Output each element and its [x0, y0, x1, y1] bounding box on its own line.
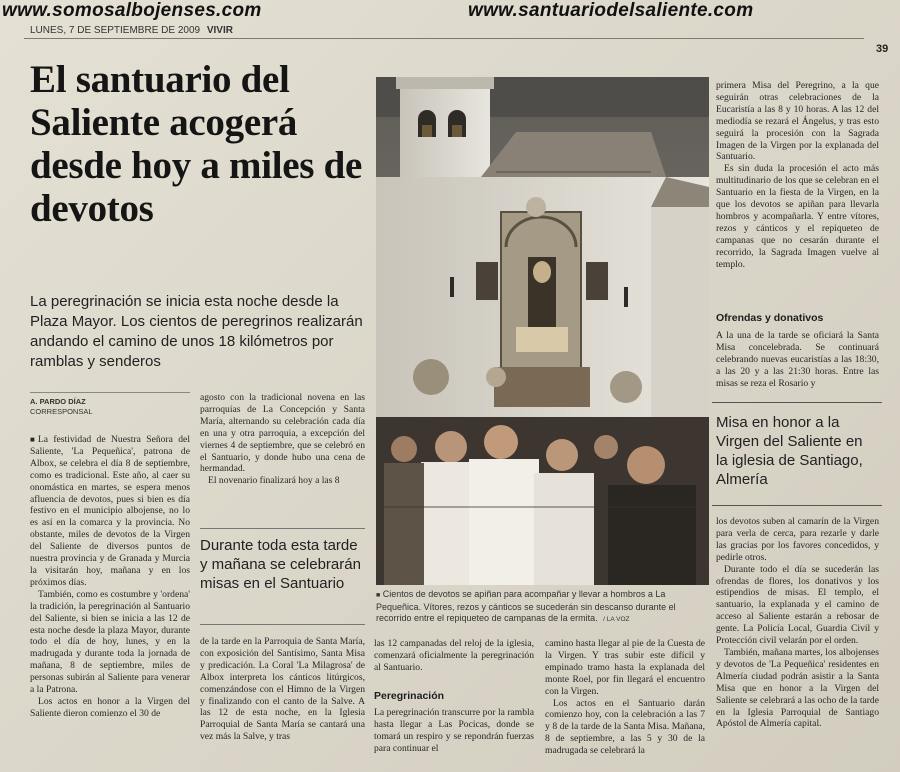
paragraph: Es sin duda la procesión el acto más multitudinario de los que se celebran en el Santuario en la fiesta de la Virgen, en la que los devotos se apiñan para llevarla hombros y acompañarla. Y entre vítores, rezos y cánticos y el repiqueteo de campanas que no cesarán durante el recorrido, la Sagrada Imagen vuelve al templo. — [716, 163, 879, 270]
photo-credit: / LA VOZ — [603, 616, 630, 623]
headline: El santuario del Saliente acogerá desde hoy a miles de devotos — [30, 58, 363, 230]
pull-quote-rule-bottom — [200, 624, 365, 625]
section-heading-ofrendas: Ofrendas y donativos — [716, 312, 824, 324]
paragraph: El novenario finalizará hoy a las 8 — [208, 475, 340, 487]
paragraph: Durante todo el día se sucederán las ofrendas de flores, los donativos y los estipendios de misas. El templo, el santuario, la explanada y el camino de acceso al Saliente estarán a rebosar de gente. La Policía Local, Guardia Civil y Protección civil velarán por el orden. — [716, 563, 879, 647]
watermark-left: www.somosalbojenses.com — [2, 0, 262, 21]
paragraph: primera Misa del Peregrino, a la que seguirán otras celebraciones de la Eucaristía a las 8 y 10 horas. A las 12 del mediodía se rezará el Ángelus, y tras esto seguirá la procesión con la Sagrada Imagen de la Virgen por la explanada del Santuario. — [716, 80, 879, 163]
paragraph: Los actos en el Santuario darán comienzo hoy, con la celebración a las 7 y 8 de la tarde de la Santa Misa. Mañana, 8 de septiembre, a las 5 y 30 de la madrugada se celebrará la — [545, 697, 705, 757]
byline-author: A. PARDO DÍAZ — [30, 397, 86, 406]
paragraph: A la una de la tarde se oficiará la Santa Misa concelebrada. Se continuará celebrando nuevas eucaristías a las 18:30, a las 20 y a las 21:30 horas. Entre las misas se reza el Rosario y — [716, 330, 879, 389]
procession-photo — [376, 77, 709, 585]
paragraph: las 12 campanadas del reloj de la iglesia, comenzará oficialmente la peregrinación al Santuario. — [374, 638, 534, 673]
body-column-3-continued — [374, 707, 534, 771]
page-number: 39 — [876, 43, 889, 55]
photo-caption-text: Cientos de devotos se apiñan para acompañar y llevar a hombros a La Pequeñica. Vítores, rezos y cánticos se sucederán sin descanso durante el recorrido entre el repiqueteo de campanas de la ermita. — [376, 589, 676, 623]
body-column-5-ofrendas — [716, 330, 879, 392]
paragraph: los devotos suben al camarín de la Virgen para verla de cerca, para rezarle y darle las gracias por los favores concedidos, y pedirle otros. — [716, 516, 879, 563]
byline-role: CORRESPONSAL — [30, 407, 93, 416]
paragraph: camino hasta llegar al pie de la Cuesta de la Virgen. Y tras subir este difícil y empinado tramo hasta la explanada del monte Roel, por fin llegará el encuentro con la Virgen. — [545, 638, 705, 697]
paragraph: La peregrinación transcurre por la rambla hasta llegar a Las Pocicas, donde se tomará un respiro y se repondrán fuerzas para continuar el — [374, 707, 534, 754]
paragraph: Los actos en honor a la Virgen del Saliente dieron comienzo el 30 de — [30, 695, 190, 719]
body-column-5-continued — [716, 516, 879, 772]
body-column-5 — [716, 80, 879, 320]
body-column-2-continued — [200, 636, 365, 768]
masthead-section: VIVIR — [206, 25, 233, 36]
paragraph: También, como es costumbre y 'ordena' la tradición, la peregrinación al Santuario del Saliente, si bien se inicia a las 12 de esta noche desde la plaza Mayor, durante todo el día de hoy, lunes, y en la madrugada y durante toda la jornada de mañana, 8 de septiembre, miles de personas subirán al Saliente para venerar a la Patrona. — [30, 588, 190, 696]
pull-quote-rule-top — [200, 528, 365, 529]
body-column-4 — [545, 638, 705, 772]
byline — [30, 397, 93, 417]
subhead: La peregrinación se inicia esta noche desde la Plaza Mayor. Los cientos de peregrinos realizarán andando el camino de unos 18 kilómetros por ramblas y senderos — [30, 293, 363, 370]
paragraph: agosto con la tradicional novena en las parroquias de La Concepción y Santa María, alternando su celebración cada día en una y otra parroquia, a excepción del viernes 4 de septiembre, que se celebró en el Santuario, y donde hubo una cena de hermandad. — [200, 392, 365, 475]
section-heading-peregrinacion: Peregrinación — [374, 690, 445, 702]
sidebar-box-headline: Misa en honor a la Virgen del Saliente en la iglesia de Santiago, Almería — [716, 414, 863, 488]
body-column-3 — [374, 638, 534, 684]
photo-caption — [376, 589, 709, 626]
pull-quote: Durante toda esta tarde y mañana se celebrarán misas en el Santuario — [200, 537, 361, 592]
byline-rule — [30, 392, 190, 393]
masthead — [30, 25, 233, 36]
header-rule — [24, 38, 864, 39]
masthead-date: LUNES, 7 DE SEPTIEMBRE DE 2009 — [30, 25, 201, 36]
body-column-1 — [30, 434, 190, 768]
paragraph: de la tarde en la Parroquia de Santa María, con exposición del Santísimo, Santa Misa y predicación. La Coral 'La Milagrosa' de Albox interpreta los cánticos litúrgicos, comenzándose con el Himno de la Virgen y finalizando con el canto de la Salve. A las 12 de esta noche, en la Iglesia Parroquial de Santa María se cantará una vez más la Salve, y tras — [200, 636, 365, 743]
body-column-2 — [200, 392, 365, 516]
watermark-right: www.santuariodelsaliente.com — [468, 0, 754, 21]
procession-photo-image — [376, 77, 709, 585]
paragraph: También, mañana martes, los albojenses y devotos de 'La Pequeñica' residentes en Almería ciudad podrán asistir a la Santa Misa que en honor a la Virgen del Saliente se celebrará a las ocho de la tarde en la Iglesia Parroquial de Santiago Apóstol de Almería capital. — [716, 646, 879, 730]
paragraph: ■ La festividad de Nuestra Señora del Saliente, 'La Pequeñica', patrona de Albox, se celebra el día 8 de septiembre, como es tradicional. Este año, al caer su onomástica en martes, se espera menos afluencia de devotos, pues si bien es día festivo en el municipio albojense, no lo es así en la comarca y la provincia. No obstante, miles de devotos de la Virgen del Saliente de diversos puntos de nuestra provincia y de Granada y Murcia la visitarán hoy, mañana y en los próximos días. — [30, 434, 190, 589]
